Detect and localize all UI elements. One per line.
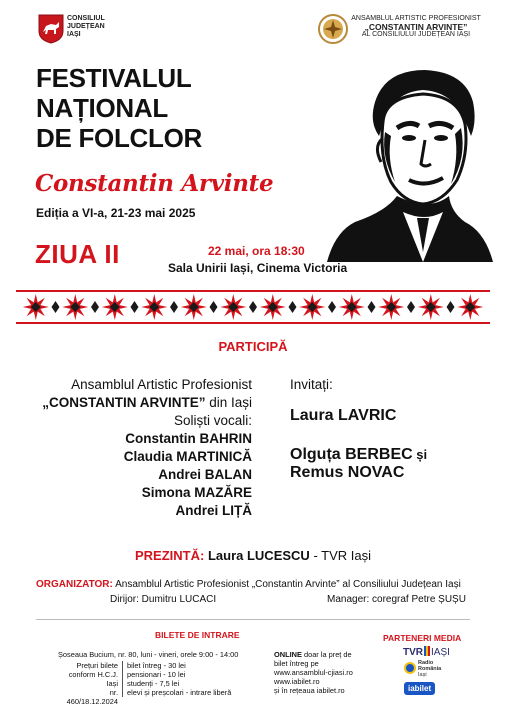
guest-name bbox=[290, 446, 490, 464]
ensemble-name-line3: AL CONSILIULUI JUDEȚEAN IAȘI bbox=[361, 31, 471, 38]
price-item: elevi și preșcolari - intrare liberă bbox=[127, 688, 232, 697]
soloists-label: Soliști vocali: bbox=[173, 413, 252, 428]
motif-star bbox=[62, 294, 88, 320]
radio-romania-logo bbox=[404, 660, 464, 678]
ensemble-city: din Iași bbox=[205, 395, 252, 410]
motif-connector bbox=[131, 301, 139, 313]
festival-namesake: Constantin Arvinte bbox=[35, 170, 274, 197]
tvr-iasi-logo bbox=[403, 646, 450, 658]
radio-line: Radio bbox=[418, 660, 434, 666]
guest-name: Laura LAVRIC bbox=[290, 407, 397, 424]
tickets-heading: BILETE DE INTRARE bbox=[155, 630, 240, 640]
iabilet-logo bbox=[404, 682, 435, 695]
title-line2: NAȚIONAL bbox=[36, 93, 168, 123]
guest-name: Remus NOVAC bbox=[290, 464, 405, 481]
soloist-name: Claudia MARTINICĂ bbox=[123, 449, 252, 464]
motif-star bbox=[378, 294, 404, 320]
motif-connector bbox=[368, 301, 376, 313]
price-item: pensionari - 10 lei bbox=[127, 670, 186, 679]
ensemble-logo bbox=[318, 14, 348, 44]
price-list bbox=[127, 661, 231, 697]
county-name-line: JUDEȚEAN bbox=[67, 23, 105, 30]
soloist-name: Andrei LIȚĂ bbox=[175, 503, 252, 518]
radio-line: România bbox=[418, 666, 442, 672]
county-council-name bbox=[67, 15, 105, 39]
divider bbox=[36, 619, 470, 620]
soloist-name: Andrei BALAN bbox=[158, 467, 252, 482]
motif-star bbox=[299, 294, 325, 320]
event-datetime: 22 mai, ora 18:30 bbox=[208, 244, 305, 258]
ensemble-line2 bbox=[2, 394, 252, 412]
motif-star bbox=[339, 294, 365, 320]
tickets-address: Șoseaua Bucium, nr. 80, luni - vineri, orele 9:00 - 14:00 bbox=[58, 650, 239, 659]
tvr-wordmark: TVR bbox=[403, 647, 423, 658]
motif-star bbox=[220, 294, 246, 320]
tvr-stripe-icon bbox=[424, 646, 430, 656]
prices-divider bbox=[122, 661, 123, 697]
motif-connector bbox=[210, 301, 218, 313]
conductor: Dirijor: Dumitru LUCACI bbox=[110, 594, 217, 605]
portrait-icon bbox=[325, 62, 495, 262]
motif-stripe bbox=[16, 290, 490, 292]
soloist-name: Simona MAZĂRE bbox=[141, 485, 252, 500]
motif-connector bbox=[52, 301, 60, 313]
event-venue: Sala Unirii Iași, Cinema Victoria bbox=[168, 261, 348, 275]
motif-connector bbox=[447, 301, 455, 313]
manager: Manager: coregraf Petre ȘUȘU bbox=[327, 594, 466, 605]
folk-motif-band bbox=[16, 290, 490, 324]
motif-stripe bbox=[16, 322, 490, 324]
county-name-line: IAȘI bbox=[67, 31, 81, 38]
online-line: bilet întreg pe bbox=[274, 659, 319, 668]
online-label: ONLINE bbox=[274, 650, 302, 659]
ensemble-name-bold: „CONSTANTIN ARVINTE” bbox=[42, 395, 206, 410]
radio-icon bbox=[404, 662, 416, 674]
day-label: ZIUA II bbox=[35, 239, 120, 269]
portrait-illustration bbox=[325, 62, 495, 262]
ensemble-name bbox=[350, 15, 482, 39]
motif-star bbox=[260, 294, 286, 320]
online-link[interactable]: www.iabilet.ro bbox=[274, 677, 320, 686]
online-line: și în rețeaua iabilet.ro bbox=[274, 686, 345, 695]
presenter-station: - TVR Iași bbox=[309, 548, 371, 563]
online-link[interactable]: www.ansamblul-cjiasi.ro bbox=[274, 668, 353, 677]
title-line1: FESTIVALUL bbox=[36, 63, 192, 93]
online-line: doar la preț de bbox=[301, 650, 352, 659]
motif-connector bbox=[170, 301, 178, 313]
motif-connector bbox=[407, 301, 415, 313]
ensemble-name-line2: „CONSTANTIN ARVINTE” bbox=[364, 22, 468, 32]
presenter-name: Laura LUCESCU bbox=[207, 548, 310, 563]
organizer-text: Ansamblul Artistic Profesionist „Constantin Arvinte” al Consiliului Județean Iași bbox=[115, 579, 461, 590]
participants-heading: PARTICIPĂ bbox=[218, 339, 288, 354]
presenter-label: PREZINTĂ: bbox=[135, 548, 205, 563]
guest-conjunction: și bbox=[412, 447, 428, 462]
organizer-line bbox=[36, 579, 476, 591]
price-item: bilet întreg - 30 lei bbox=[127, 661, 186, 670]
guests-column bbox=[290, 376, 490, 482]
motif-star bbox=[102, 294, 128, 320]
motif-star bbox=[418, 294, 444, 320]
motif-connector bbox=[328, 301, 336, 313]
folk-embroidery-icon bbox=[16, 290, 490, 324]
iabilet-wordmark: iabilet bbox=[408, 684, 432, 693]
prices-ref-line: Prețuri bilete bbox=[76, 661, 118, 670]
ensemble-emblem-icon bbox=[318, 14, 348, 44]
edition-dates: Ediția a VI-a, 21-23 mai 2025 bbox=[36, 206, 196, 220]
prices-ref-line: conform H.C.J. Iași bbox=[68, 670, 118, 688]
price-item: studenți - 7,5 lei bbox=[127, 679, 180, 688]
guest-name-a: Olguța BERBEC bbox=[290, 446, 413, 463]
motif-connector bbox=[249, 301, 257, 313]
motif-star bbox=[23, 294, 49, 320]
motif-connector bbox=[91, 301, 99, 313]
festival-title bbox=[36, 63, 202, 153]
motif-star bbox=[181, 294, 207, 320]
motif-connector bbox=[289, 301, 297, 313]
county-council-logo bbox=[38, 14, 64, 44]
title-line3: DE FOLCLOR bbox=[36, 123, 202, 153]
prices-ref-line: nr. 460/18.12.2024 bbox=[66, 688, 118, 706]
ensemble-line1: Ansamblul Artistic Profesionist bbox=[71, 377, 252, 392]
motif-star bbox=[457, 294, 483, 320]
organizer-label: ORGANIZATOR: bbox=[36, 579, 113, 590]
soloist-name: Constantin BAHRIN bbox=[125, 431, 252, 446]
partners-heading: PARTENERI MEDIA bbox=[383, 633, 462, 643]
radio-text bbox=[418, 660, 441, 678]
county-name-line: CONSILIUL bbox=[67, 15, 105, 22]
online-info bbox=[274, 650, 353, 695]
radio-line: Iași bbox=[418, 672, 427, 678]
motif-star bbox=[141, 294, 167, 320]
guests-label: Invitați: bbox=[290, 377, 333, 392]
ensemble-name-line1: ANSAMBLUL ARTISTIC PROFESIONIST bbox=[351, 15, 481, 22]
performers-column bbox=[2, 376, 252, 520]
tvr-city: IAȘI bbox=[431, 647, 450, 658]
presenter-line bbox=[0, 548, 506, 563]
prices-reference bbox=[58, 661, 118, 706]
county-crest-icon bbox=[38, 14, 64, 44]
